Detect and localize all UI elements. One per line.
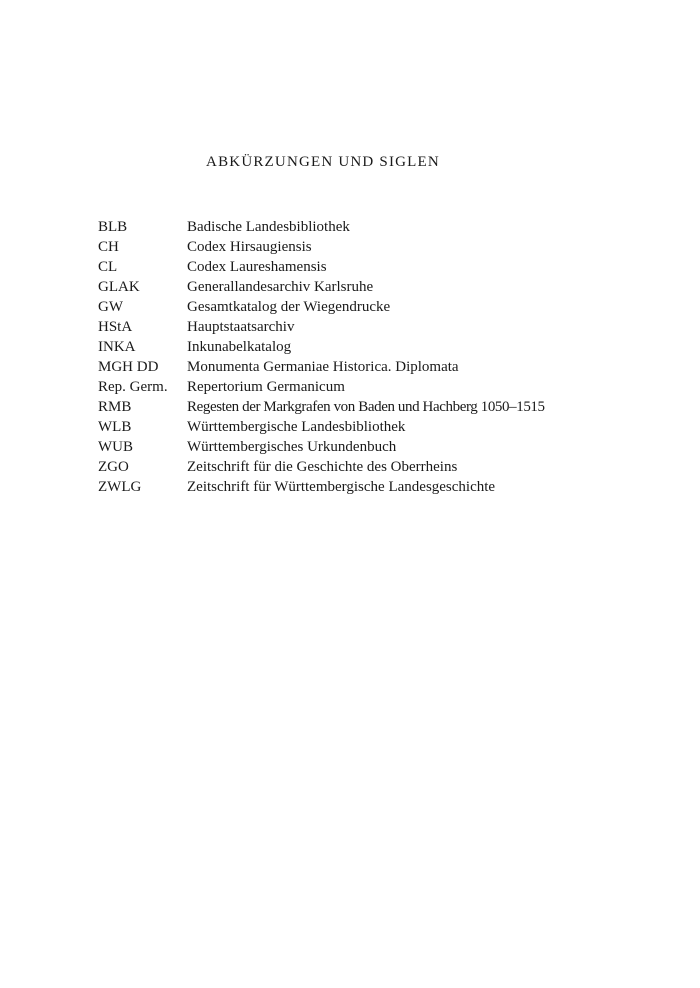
abbreviation-entry-rmb bbox=[98, 397, 618, 417]
abbreviation-entry-wub bbox=[98, 437, 618, 457]
abbreviation-expansion: Gesamtkatalog der Wiegendrucke bbox=[187, 299, 391, 315]
abbreviation-entry-inka bbox=[98, 337, 618, 357]
abbreviation-entry-glak bbox=[98, 277, 618, 297]
abbreviation-entry-gw bbox=[98, 297, 618, 317]
abbreviation-key: CL bbox=[98, 259, 118, 275]
abbreviation-key: RMB bbox=[98, 399, 132, 415]
abbreviation-key: ZWLG bbox=[98, 479, 142, 495]
abbreviation-key: WUB bbox=[98, 439, 133, 455]
abbreviation-entry-hsta bbox=[98, 317, 618, 337]
abbreviation-entry-zwlg bbox=[98, 477, 618, 497]
abbreviation-expansion: Württembergisches Urkundenbuch bbox=[187, 439, 397, 455]
abbreviation-entry-mgh-dd bbox=[98, 357, 618, 377]
abbreviation-key: INKA bbox=[98, 339, 136, 355]
abbreviation-expansion: Inkunabelkatalog bbox=[187, 339, 292, 355]
abbreviation-expansion: Codex Hirsaugiensis bbox=[187, 239, 312, 255]
abbreviation-expansion: Monumenta Germaniae Historica. Diplomata bbox=[187, 359, 459, 375]
abbreviation-expansion: Zeitschrift für die Geschichte des Oberrheins bbox=[187, 459, 458, 475]
abbreviation-expansion: Badische Landesbibliothek bbox=[187, 219, 350, 235]
abbreviation-expansion: Repertorium Germanicum bbox=[187, 379, 345, 395]
abbreviation-expansion: Codex Laureshamensis bbox=[187, 259, 327, 275]
abbreviation-list bbox=[98, 217, 618, 497]
abbreviation-entry-wlb bbox=[98, 417, 618, 437]
abbreviation-expansion: Württembergische Landesbibliothek bbox=[187, 419, 406, 435]
abbreviation-key: WLB bbox=[98, 419, 132, 435]
abbreviation-key: MGH DD bbox=[98, 359, 159, 375]
abbreviation-expansion: Generallandesarchiv Karlsruhe bbox=[187, 279, 374, 295]
abbreviation-key: BLB bbox=[98, 219, 128, 235]
abbreviation-entry-rep-germ bbox=[98, 377, 618, 397]
abbreviation-expansion: Regesten der Markgrafen von Baden und Hachberg 1050–1515 bbox=[187, 399, 545, 415]
abbreviation-key: CH bbox=[98, 239, 119, 255]
abbreviation-key: HStA bbox=[98, 319, 133, 335]
abbreviation-key: GW bbox=[98, 299, 123, 315]
abbreviation-key: ZGO bbox=[98, 459, 129, 475]
abbreviation-key: GLAK bbox=[98, 279, 140, 295]
abbreviation-expansion: Zeitschrift für Württembergische Landesgeschichte bbox=[187, 479, 496, 495]
abbreviation-entry-ch bbox=[98, 237, 618, 257]
abbreviation-expansion: Hauptstaatsarchiv bbox=[187, 319, 295, 335]
abbreviation-entry-blb bbox=[98, 217, 618, 237]
abbreviation-key: Rep. Germ. bbox=[98, 379, 168, 395]
page-title: ABKÜRZUNGEN UND SIGLEN bbox=[206, 154, 440, 170]
abbreviation-entry-cl bbox=[98, 257, 618, 277]
abbreviation-entry-zgo bbox=[98, 457, 618, 477]
